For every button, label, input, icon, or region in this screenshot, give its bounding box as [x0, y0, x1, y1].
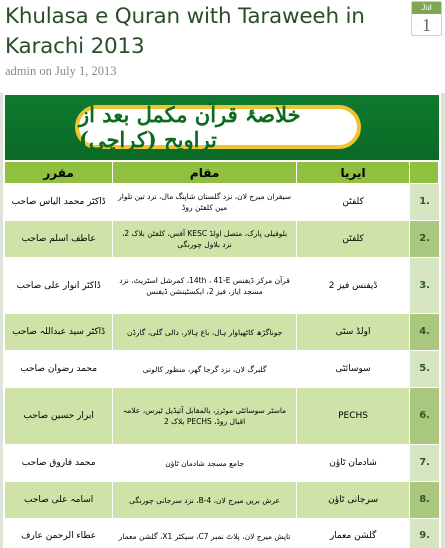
- cell-muqarrir: ابرار حسین صاحب: [5, 388, 113, 444]
- cell-maqaam: سیفران میرج لان، نزد گلستان شاپنگ مال، نزد تین تلوار مین کلفٹن روڈ: [113, 184, 297, 220]
- cell-area: سوسائٹی: [297, 351, 410, 387]
- cell-muqarrir: ڈاکٹر انوار علی صاحب: [5, 258, 113, 313]
- date-badge-day: 1: [422, 15, 431, 35]
- cell-area: کلفٹن: [297, 184, 410, 220]
- table-row: [5, 482, 439, 519]
- cell-number: 1.: [410, 184, 439, 220]
- cell-number: 8.: [410, 482, 439, 518]
- cell-muqarrir: ڈاکٹر سید عبداللہ صاحب: [5, 314, 113, 350]
- cell-maqaam: بلوفیلی پارک، متصل اولڈ KESC آفس، کلفٹن بلاک 2، نزد بلاول چورنگی: [113, 221, 297, 257]
- cell-area: کلفٹن: [297, 221, 410, 257]
- cell-number: 5.: [410, 351, 439, 387]
- cell-number: 4.: [410, 314, 439, 350]
- cell-muqarrir: اسامہ علی صاحب: [5, 482, 113, 518]
- cell-maqaam: عرش بریں میرج لان، B-4، نزد سرجانی چورنگی: [113, 482, 297, 518]
- cell-muqarrir: محمد فاروق صاحب: [5, 445, 113, 481]
- schedule-table: [3, 93, 441, 548]
- cell-muqarrir: ڈاکٹر محمد الیاس صاحب: [5, 184, 113, 220]
- table-header-row: [5, 162, 439, 184]
- cell-muqarrir: محمد رضوان صاحب: [5, 351, 113, 387]
- table-row: [5, 184, 439, 221]
- post-byline: admin on July 1, 2013: [5, 64, 117, 78]
- cell-area: شادمان ٹاؤن: [297, 445, 410, 481]
- table-row: [5, 221, 439, 258]
- header-number: [410, 162, 439, 183]
- cell-number: 7.: [410, 445, 439, 481]
- cell-area: ڈیفنس فیز 2: [297, 258, 410, 313]
- header-maqaam: مقام: [113, 162, 297, 183]
- table-row: [5, 258, 439, 314]
- cell-maqaam: جامع مسجد شادمان ٹاؤن: [113, 445, 297, 481]
- banner-title: خلاصۂ قرآن مکمل بعد از تراویح (کراچی): [75, 105, 361, 149]
- cell-area: PECHS: [297, 388, 410, 444]
- cell-maqaam: تاپش میرج لان، پلاٹ نمبر C7، سیکٹر X1، گلشن معمار: [113, 519, 297, 548]
- table-row: [5, 388, 439, 445]
- cell-number: 6.: [410, 388, 439, 444]
- table-row: [5, 519, 439, 548]
- cell-area: اولڈ سٹی: [297, 314, 410, 350]
- post-title[interactable]: Khulasa e Quran with Taraweeh in Karachi 2013: [5, 4, 365, 59]
- cell-muqarrir: عطاء الرحمن عارف: [5, 519, 113, 548]
- table-row: [5, 314, 439, 351]
- cell-number: 2.: [410, 221, 439, 257]
- cell-area: سرجانی ٹاؤن: [297, 482, 410, 518]
- cell-maqaam: گلبرگ لان، نزد گرجا گھر، منظور کالونی: [113, 351, 297, 387]
- header-muqarrir: مقرر: [5, 162, 113, 183]
- table-row: [5, 445, 439, 482]
- cell-maqaam: جوناگڑھ کاٹھیاوار ہال، باغ ہالار، دالی گلی، گارڈن: [113, 314, 297, 350]
- table-body: [5, 184, 439, 548]
- cell-number: 3.: [410, 258, 439, 313]
- cell-muqarrir: عاطف اسلم صاحب: [5, 221, 113, 257]
- cell-maqaam: قرآن مرکز ڈیفنس 14th ، 41-E، کمرشل اسٹریٹ، نزد مسجد ایاز، فیز 2، ایکسٹینشن ڈیفنس: [113, 258, 297, 313]
- post-image: [0, 93, 445, 548]
- header-area: ایریا: [297, 162, 410, 183]
- date-badge: [411, 1, 442, 36]
- date-badge-month: Jul: [412, 2, 441, 14]
- table-row: [5, 351, 439, 388]
- cell-maqaam: ماسٹر سوسائٹی موٹرز، بالمقابل آئیڈیل ٹیرس، علامہ اقبال روڈ، PECHS بلاک 2: [113, 388, 297, 444]
- cell-number: 9.: [410, 519, 439, 548]
- cell-area: گلشن معمار: [297, 519, 410, 548]
- table-banner: [5, 95, 439, 162]
